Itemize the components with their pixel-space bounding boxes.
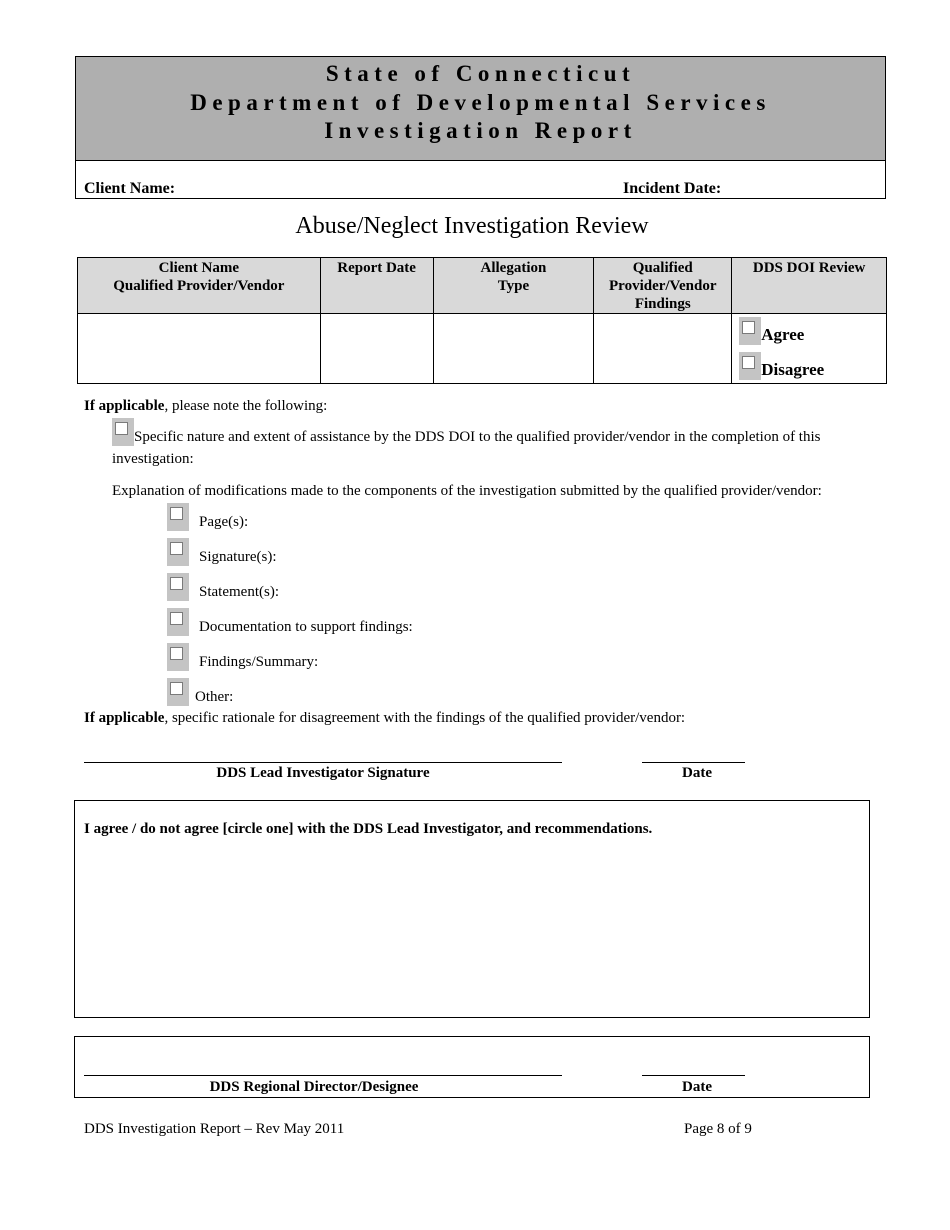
agree-statement: I agree / do not agree [circle one] with the DDS Lead Investigator, and recommendations.	[84, 821, 653, 837]
agree-checkbox[interactable]	[739, 317, 761, 345]
col-client-provider: Client Name Qualified Provider/Vendor	[78, 258, 321, 314]
rationale-text: If applicable, specific rationale for disagreement with the findings of the qualified provider/vendor:	[84, 710, 686, 726]
incident-date-label: Incident Date:	[623, 180, 722, 197]
disagree-label: Disagree	[761, 360, 825, 379]
assistance-checkbox[interactable]	[112, 418, 134, 446]
explanation-text: Explanation of modifications made to the components of the investigation submitted by the qualified provider/vendor:	[112, 483, 822, 499]
list-item: Signature(s):	[167, 538, 276, 566]
footer-page-number: Page 8 of 9	[684, 1121, 752, 1137]
regional-director-date-label: Date	[682, 1079, 712, 1095]
applicable-note: If applicable, please note the following:	[84, 398, 328, 414]
other-checkbox[interactable]	[167, 678, 189, 706]
disagree-checkbox[interactable]	[739, 352, 761, 380]
findings-summary-checkbox[interactable]	[167, 643, 189, 671]
assistance-text: Specific nature and extent of assistance by the DDS DOI to the qualified provider/vendor in the completion of this	[134, 429, 821, 445]
assistance-text-cont: investigation:	[112, 451, 194, 467]
signatures-checkbox[interactable]	[167, 538, 189, 566]
pages-checkbox[interactable]	[167, 503, 189, 531]
regional-director-box	[74, 1036, 870, 1098]
header-department: Department of Developmental Services	[190, 89, 771, 115]
table-header-row	[78, 258, 887, 314]
review-title: Abuse/Neglect Investigation Review	[295, 213, 649, 239]
cell-client-provider[interactable]	[78, 314, 321, 384]
cell-report-date[interactable]	[320, 314, 433, 384]
review-table	[77, 257, 887, 384]
assistance-item	[112, 418, 820, 446]
header-title-block	[76, 57, 885, 161]
cell-doi-review	[732, 314, 887, 384]
lead-investigator-signature-line[interactable]	[84, 762, 562, 763]
list-item: Statement(s):	[167, 573, 279, 601]
col-report-date: Report Date	[320, 258, 433, 314]
cell-allegation-type[interactable]	[433, 314, 594, 384]
lead-investigator-label: DDS Lead Investigator Signature	[216, 765, 430, 781]
documentation-checkbox[interactable]	[167, 608, 189, 636]
header-report-title: Investigation Report	[324, 118, 637, 143]
list-item: Page(s):	[167, 503, 248, 531]
report-header	[75, 56, 886, 199]
agree-statement-box[interactable]	[74, 800, 870, 1018]
col-allegation-type: Allegation Type	[433, 258, 594, 314]
list-item: Other:	[167, 678, 233, 706]
lead-investigator-date-line[interactable]	[642, 762, 745, 763]
list-item: Findings/Summary:	[167, 643, 318, 671]
statements-checkbox[interactable]	[167, 573, 189, 601]
table-row	[78, 314, 887, 384]
client-name-label: Client Name:	[84, 180, 176, 197]
list-item: Documentation to support findings:	[167, 608, 413, 636]
agree-label: Agree	[761, 325, 805, 344]
col-provider-findings: Qualified Provider/Vendor Findings	[594, 258, 732, 314]
lead-investigator-date-label: Date	[682, 765, 712, 781]
col-doi-review: DDS DOI Review	[732, 258, 887, 314]
cell-provider-findings[interactable]	[594, 314, 732, 384]
regional-director-label: DDS Regional Director/Designee	[209, 1079, 419, 1095]
regional-director-signature-line[interactable]	[84, 1075, 562, 1076]
regional-director-date-line[interactable]	[642, 1075, 745, 1076]
header-state: State of Connecticut	[325, 61, 636, 86]
footer-revision: DDS Investigation Report – Rev May 2011	[84, 1121, 345, 1137]
